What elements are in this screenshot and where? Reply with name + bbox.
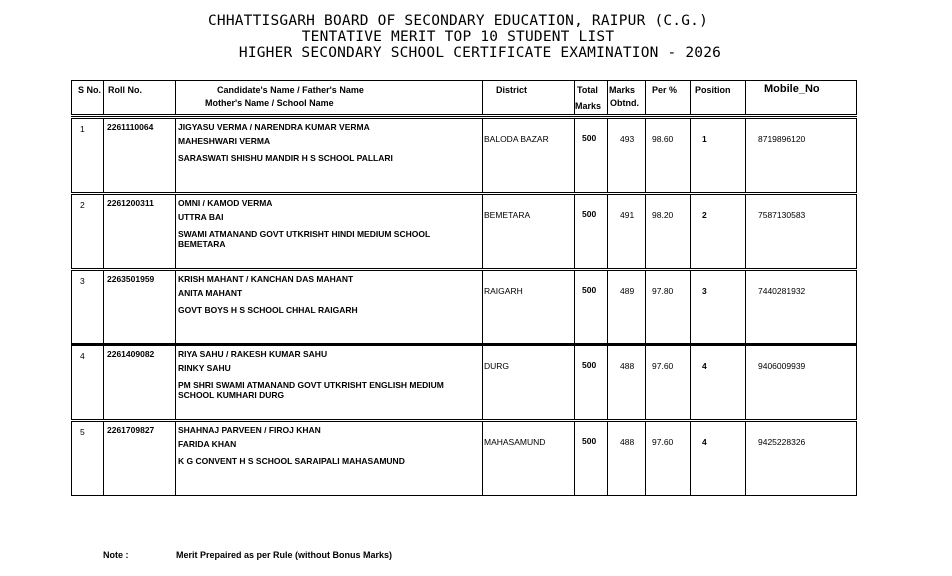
cell-total: 500 [582, 360, 597, 370]
cell-position: 1 [702, 134, 707, 144]
cell-roll: 2261709827 [107, 425, 155, 435]
col-obtained-sub: Obtnd. [610, 98, 639, 108]
cell-percent: 97.60 [652, 437, 674, 447]
cell-mobile: 8719896120 [758, 134, 806, 144]
cell-percent: 98.20 [652, 210, 674, 220]
cell-obtained: 491 [620, 210, 635, 220]
cell-mother: ANITA MAHANT [178, 288, 243, 298]
cell-school: K G CONVENT H S SCHOOL SARAIPALI MAHASAMUND [178, 456, 405, 466]
col-name-sub: Mother's Name / School Name [205, 98, 334, 108]
cell-school: PM SHRI SWAMI ATMANAND GOVT UTKRISHT ENGLISH MEDIUM SCHOOL KUMHARI DURG [178, 380, 444, 400]
col-district: District [496, 85, 528, 95]
cell-sno: 1 [80, 124, 85, 134]
cell-percent: 97.80 [652, 286, 674, 296]
cell-name: KRISH MAHANT / KANCHAN DAS MAHANT [178, 274, 354, 284]
cell-district: BALODA BAZAR [484, 134, 549, 144]
cell-district: MAHASAMUND [484, 437, 546, 447]
cell-mother: UTTRA BAI [178, 212, 224, 222]
cell-name: SHAHNAJ PARVEEN / FIROJ KHAN [178, 425, 321, 435]
col-name: Candidate's Name / Father's Name [217, 85, 364, 95]
cell-total: 500 [582, 285, 597, 295]
col-position: Position [695, 85, 731, 95]
cell-roll: 2261409082 [107, 349, 155, 359]
cell-total: 500 [582, 209, 597, 219]
cell-mother: FARIDA KHAN [178, 439, 237, 449]
table-row [71, 421, 857, 496]
cell-sno: 2 [80, 200, 85, 210]
cell-mobile: 9406009939 [758, 361, 806, 371]
cell-mobile: 9425228326 [758, 437, 806, 447]
col-mobile: Mobile_No [764, 83, 820, 95]
col-obtained: Marks [609, 85, 636, 95]
table-row [71, 118, 857, 193]
cell-roll: 2261200311 [107, 198, 154, 208]
cell-position: 3 [702, 286, 707, 296]
cell-total: 500 [582, 133, 597, 143]
col-percent: Per % [652, 85, 678, 95]
col-roll: Roll No. [108, 85, 142, 95]
cell-percent: 98.60 [652, 134, 674, 144]
cell-mother: RINKY SAHU [178, 363, 231, 373]
cell-name: OMNI / KAMOD VERMA [178, 198, 273, 208]
cell-district: DURG [484, 361, 510, 371]
note-label: Note : [103, 550, 129, 560]
cell-position: 2 [702, 210, 707, 220]
col-total: Total [577, 85, 598, 95]
board-title: CHHATTISGARH BOARD OF SECONDARY EDUCATION, RAIPUR (C.G.) [207, 13, 709, 29]
list-title: TENTATIVE MERIT TOP 10 STUDENT LIST [301, 29, 615, 45]
cell-percent: 97.60 [652, 361, 674, 371]
col-total-sub: Marks [575, 101, 602, 111]
cell-district: RAIGARH [484, 286, 523, 296]
cell-name: RIYA SAHU / RAKESH KUMAR SAHU [178, 349, 328, 359]
cell-school: SARASWATI SHISHU MANDIR H S SCHOOL PALLARI [178, 153, 393, 163]
table-row [71, 270, 857, 345]
cell-obtained: 489 [620, 286, 635, 296]
cell-total: 500 [582, 436, 597, 446]
cell-mother: MAHESHWARI VERMA [178, 136, 271, 146]
cell-roll: 2261110064 [107, 122, 154, 132]
cell-name: JIGYASU VERMA / NARENDRA KUMAR VERMA [178, 122, 370, 132]
cell-sno: 5 [80, 427, 85, 437]
cell-roll: 2263501959 [107, 274, 155, 284]
cell-school: GOVT BOYS H S SCHOOL CHHAL RAIGARH [178, 305, 358, 315]
cell-obtained: 488 [620, 361, 635, 371]
cell-obtained: 493 [620, 134, 635, 144]
cell-position: 4 [702, 437, 707, 447]
cell-obtained: 488 [620, 437, 635, 447]
cell-sno: 4 [80, 351, 85, 361]
table-row [71, 345, 857, 420]
col-sno: S No. [78, 85, 102, 95]
cell-position: 4 [702, 361, 707, 371]
cell-mobile: 7587130583 [758, 210, 806, 220]
cell-sno: 3 [80, 276, 85, 286]
note-text: Merit Prepaired as per Rule (without Bonus Marks) [176, 550, 393, 560]
table-header [71, 80, 857, 115]
cell-school: SWAMI ATMANAND GOVT UTKRISHT HINDI MEDIUM SCHOOL BEMETARA [178, 229, 430, 249]
cell-district: BEMETARA [484, 210, 531, 220]
cell-mobile: 7440281932 [758, 286, 806, 296]
table-row [71, 194, 857, 269]
exam-title: HIGHER SECONDARY SCHOOL CERTIFICATE EXAMINATION - 2026 [238, 45, 722, 61]
